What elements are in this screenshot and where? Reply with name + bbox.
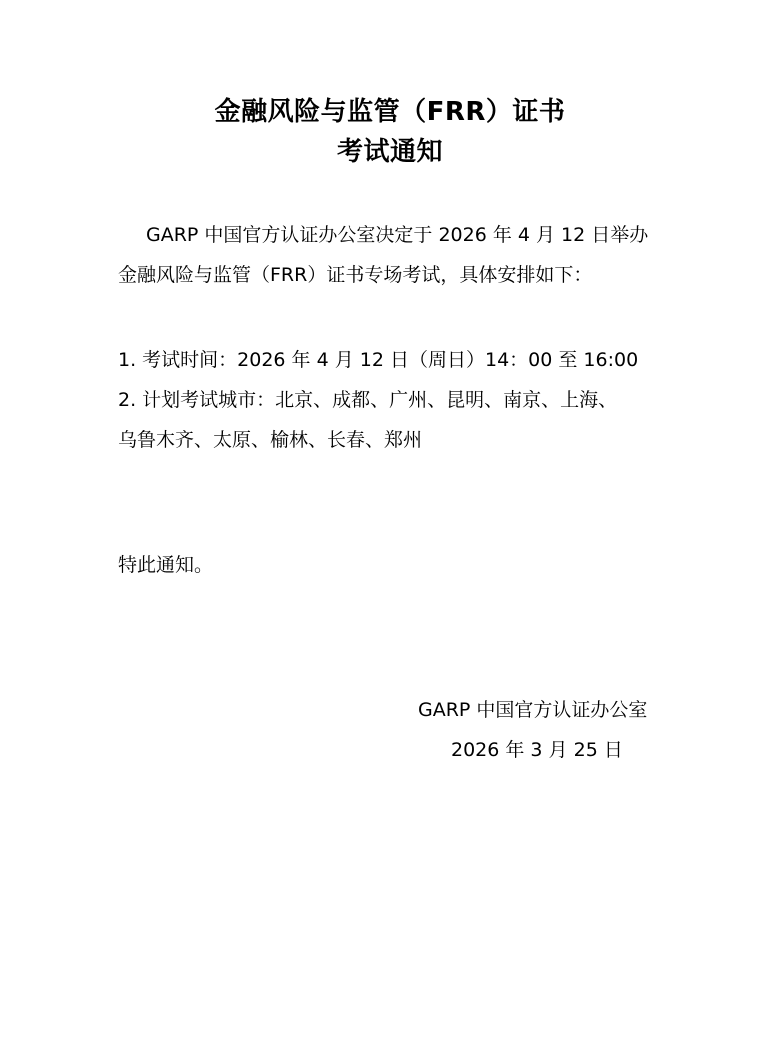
signature-org: GARP 中国官方认证办公室 — [418, 699, 648, 721]
arrangement-list — [118, 340, 678, 460]
notice-title-main: 金融风险与监管（FRR）证书 — [214, 97, 566, 127]
exam-cities-item-line-1: 2. 计划考试城市：北京、成都、广州、昆明、南京、上海、 — [118, 389, 618, 411]
exam-time-item: 1. 考试时间：2026 年 4 月 12 日（周日）14：00 至 16:00 — [118, 349, 639, 371]
closing-text: 特此通知。 — [118, 554, 214, 576]
exam-cities-item-line-2: 乌鲁木齐、太原、榆林、长春、郑州 — [118, 429, 423, 451]
notice-title-sub: 考试通知 — [336, 137, 443, 167]
signature-date: 2026 年 3 月 25 日 — [451, 739, 623, 761]
intro-paragraph — [118, 215, 678, 295]
intro-line-1: GARP 中国官方认证办公室决定于 2026 年 4 月 12 日举办 — [146, 224, 649, 246]
intro-line-2: 金融风险与监管（FRR）证书专场考试，具体安排如下： — [118, 264, 593, 286]
